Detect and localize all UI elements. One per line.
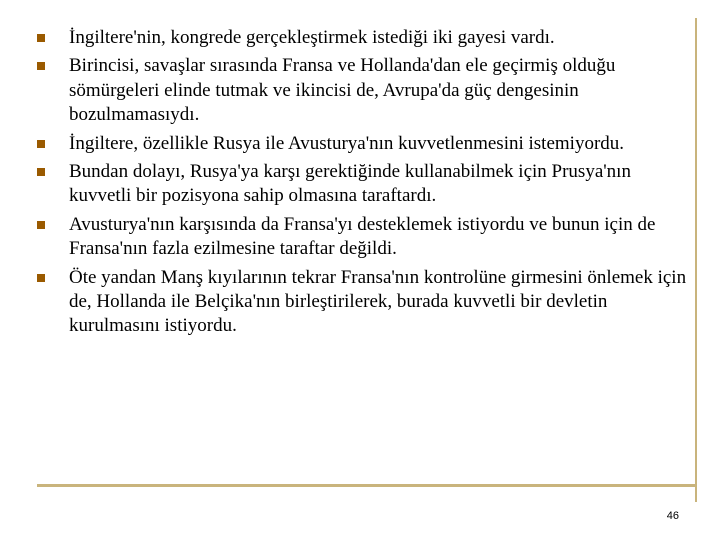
bullet-item: [37, 26, 687, 50]
square-bullet-icon: [37, 140, 45, 148]
bullet-item: [37, 266, 687, 339]
page-number: 46: [666, 510, 679, 522]
bullet-item: [37, 54, 687, 127]
slide-border-right: [695, 18, 697, 502]
square-bullet-icon: [37, 221, 45, 229]
bullet-text: Bundan dolayı, Rusya'ya karşı gerektiğinde kullanabilmek için Prusya'nın kuvvetli bir pozisyona sahip olmasına taraftardı.: [69, 161, 631, 207]
bullet-item: [37, 160, 687, 209]
bullet-text: Öte yandan Manş kıyılarının tekrar Fransa'nın kontrolüne girmesini önlemek için de, Hollanda ile Belçika'nın birleştirilerek, burada kuvvetli bir devletin kurulmasını istiyordu.: [69, 266, 687, 337]
square-bullet-icon: [37, 274, 45, 282]
bullet-text: Birincisi, savaşlar sırasında Fransa ve Hollanda'dan ele geçirmiş olduğu sömürgeleri elinde tutmak ve ikincisi de, Avrupa'da güç dengesinin bozulmamasıydı.: [69, 55, 616, 126]
bullet-item: [37, 213, 687, 262]
bullet-item: [37, 132, 687, 156]
square-bullet-icon: [37, 34, 45, 42]
slide-footer-divider: [37, 484, 697, 487]
bullet-text: Avusturya'nın karşısında da Fransa'yı desteklemek istiyordu ve bunun için de Fransa'nın fazla ezilmesine taraftar değildi.: [69, 213, 656, 260]
square-bullet-icon: [37, 62, 45, 70]
bullet-text: İngiltere'nin, kongrede gerçekleştirmek istediği iki gayesi vardı.: [69, 27, 555, 48]
square-bullet-icon: [37, 168, 45, 176]
bullet-text: İngiltere, özellikle Rusya ile Avusturya'nın kuvvetlenmesini istemiyordu.: [69, 132, 625, 154]
bullet-list: [37, 26, 687, 343]
